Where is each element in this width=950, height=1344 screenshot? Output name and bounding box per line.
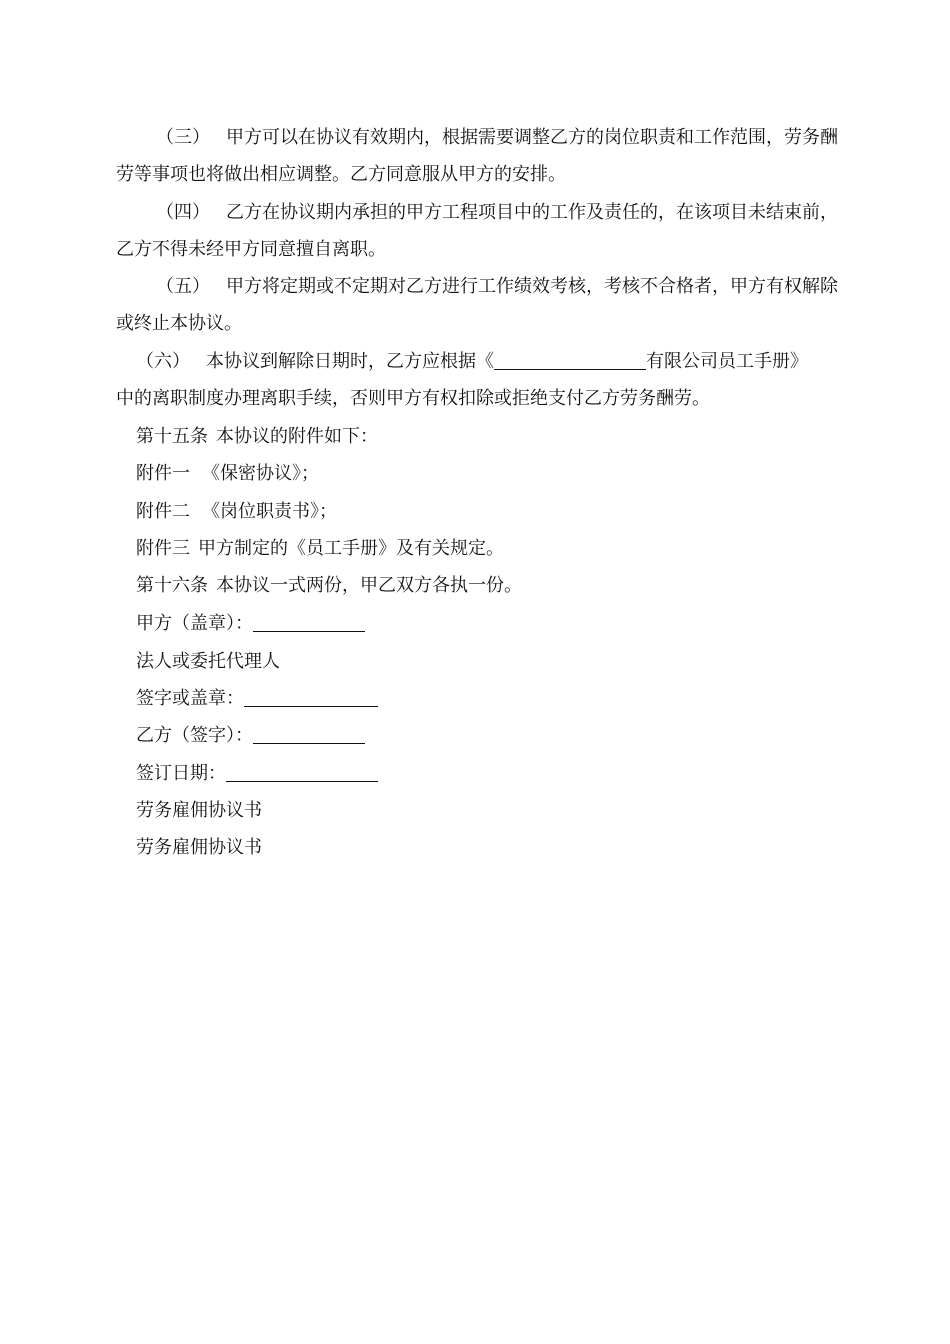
attachment-2-text: 《岗位职责书》； — [202, 501, 337, 522]
party-a-seal-blank[interactable] — [253, 611, 365, 632]
party-b-sign-line — [136, 717, 365, 754]
clause-3 — [116, 119, 844, 193]
clause-3-text: 甲方可以在协议有效期内，根据需要调整乙方的岗位职责和工作范围，劳务酬劳等事项也将做出相应调整。乙方同意服从甲方的安排。 — [116, 127, 838, 185]
party-a-seal-label: 甲方（盖章）： — [136, 613, 253, 634]
clause-5 — [116, 268, 844, 342]
footer-title-1 — [136, 792, 262, 829]
party-b-sign-blank[interactable] — [253, 723, 365, 744]
clause-6-text-line2: 中的离职制度办理离职手续，否则甲方有权扣除或拒绝支付乙方劳务酬劳。 — [116, 388, 710, 409]
attachment-3 — [136, 530, 504, 567]
clause-6-text-before: 本协议到解除日期时，乙方应根据《 — [206, 351, 494, 372]
attachment-3-label: 附件三 — [136, 538, 190, 559]
attachment-1-text: 《保密协议》； — [202, 463, 319, 484]
attachment-3-text: 甲方制定的《员工手册》及有关规定。 — [198, 538, 504, 559]
clause-5-text: 甲方将定期或不定期对乙方进行工作绩效考核，考核不合格者，甲方有权解除或终止本协议。 — [116, 276, 838, 334]
sign-date-label: 签订日期： — [136, 763, 226, 784]
article-16-label: 第十六条 — [136, 575, 208, 596]
sign-date-blank[interactable] — [226, 761, 378, 782]
article-15-text: 本协议的附件如下： — [216, 426, 378, 447]
article-16 — [136, 567, 522, 604]
clause-5-number: （五） — [156, 276, 210, 297]
clause-3-number: （三） — [156, 127, 210, 148]
article-16-text: 本协议一式两份，甲乙双方各执一份。 — [216, 575, 522, 596]
sign-or-seal-line — [136, 680, 378, 717]
clause-4 — [116, 194, 844, 268]
sign-or-seal-label: 签字或盖章： — [136, 688, 244, 709]
sign-or-seal-blank[interactable] — [244, 686, 378, 707]
attachment-1 — [136, 455, 319, 492]
attachment-2 — [136, 493, 337, 530]
legal-rep-label: 法人或委托代理人 — [136, 651, 280, 672]
clause-6-number: （六） — [136, 351, 190, 372]
clause-6-text-after: 有限公司员工手册》 — [646, 351, 808, 372]
company-name-blank[interactable] — [494, 349, 646, 370]
party-b-sign-label: 乙方（签字）： — [136, 725, 253, 746]
party-a-seal-line — [136, 605, 365, 642]
clause-6-continuation — [116, 380, 710, 417]
footer-title-2 — [136, 829, 262, 866]
legal-rep-line — [136, 643, 280, 680]
clause-4-number: （四） — [156, 202, 210, 223]
clause-6 — [136, 343, 808, 380]
attachment-1-label: 附件一 — [136, 463, 190, 484]
article-15 — [136, 418, 378, 455]
article-15-label: 第十五条 — [136, 426, 208, 447]
footer-title-1-text: 劳务雇佣协议书 — [136, 800, 262, 821]
clause-4-text: 乙方在协议期内承担的甲方工程项目中的工作及责任的，在该项目未结束前，乙方不得未经甲方同意擅自离职。 — [116, 202, 838, 260]
footer-title-2-text: 劳务雇佣协议书 — [136, 837, 262, 858]
sign-date-line — [136, 755, 378, 792]
attachment-2-label: 附件二 — [136, 501, 190, 522]
